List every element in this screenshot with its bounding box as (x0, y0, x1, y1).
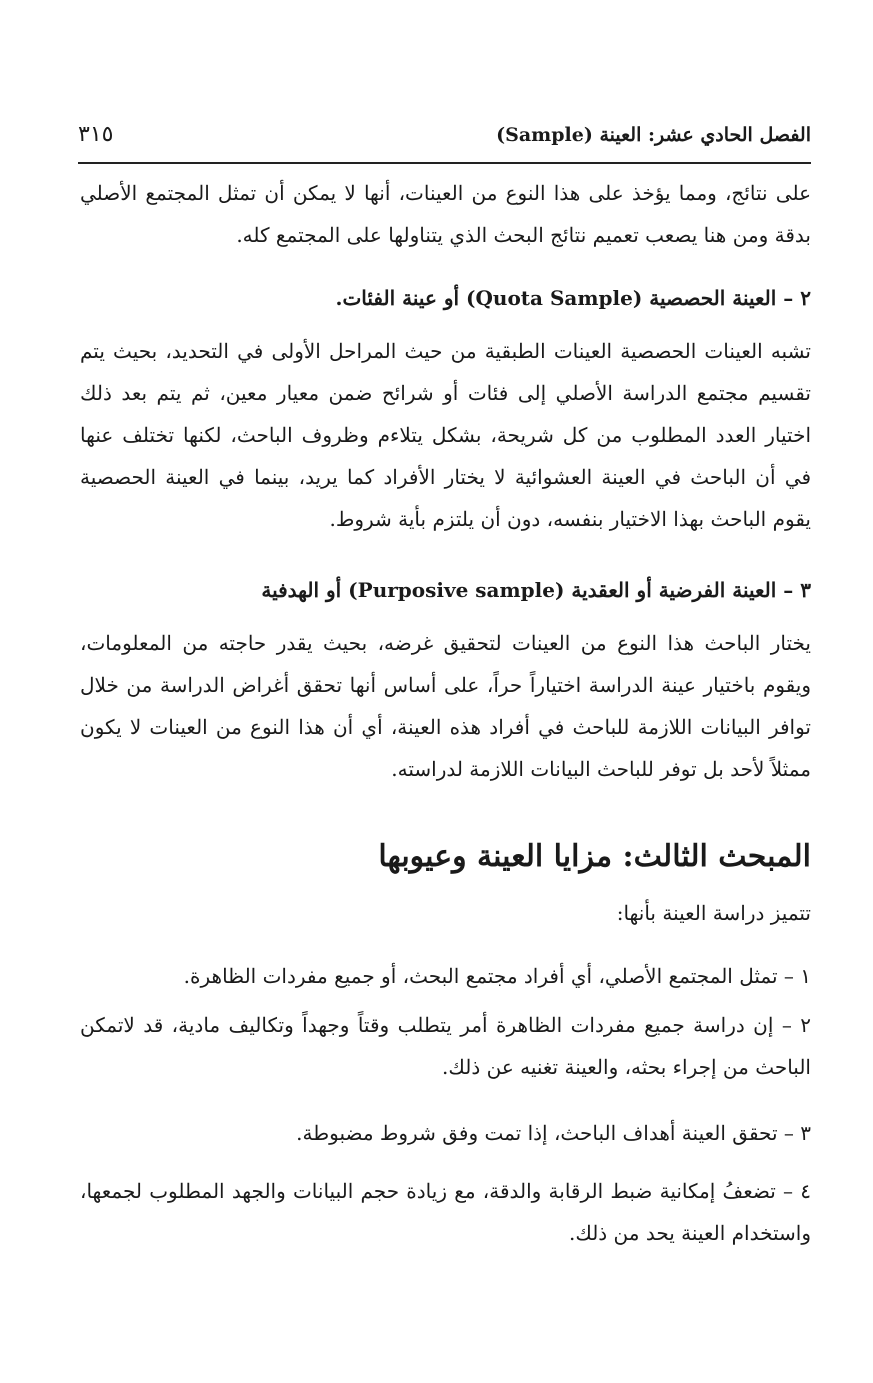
paragraph-1: على نتائج، ومما يؤخذ على هذا النوع من العينات، أنها لا يمكن أن تمثل المجتمع الأصلي بدقة ومن هنا يصعب تعميم نتائج البحث الذي يتناولها على المجتمع كله. (80, 181, 811, 247)
section-title: المبحث الثالث: مزايا العينة وعيوبها (378, 839, 811, 874)
subheading-purposive-sample: ٣ – العينة الفرضية أو العقدية (Purposive sample) أو الهدفية (261, 578, 811, 602)
running-title: الفصل الحادي عشر: العينة (Sample) (496, 124, 811, 146)
page-number: ٣١٥ (78, 122, 114, 147)
list-item-3: ٣ – تحقق العينة أهداف الباحث، إذا تمت وفق شروط مضبوطة. (296, 1121, 811, 1145)
list-item-4: ٤ – تضعفُ إمكانية ضبط الرقابة والدقة، مع زيادة حجم البيانات والجهد المطلوب لجمعها، واستخدام العينة يحد من ذلك. (80, 1179, 811, 1245)
list-item-1: ١ – تمثل المجتمع الأصلي، أي أفراد مجتمع البحث، أو جميع مفردات الظاهرة. (183, 964, 811, 988)
paragraph-2: تشبه العينات الحصصية العينات الطبقية من حيث المراحل الأولى في التحديد، بحيث يتم تقسيم مجتمع الدراسة الأصلي إلى فئات أو شرائح ضمن معيار معين، ثم يتم بعد ذلك اختيار العدد المطلوب من كل شريحة، بشكل يتلاءم وظروف الباحث، لكنها تختلف عنها في أن الباحث في العينة العشوائية لا يختار الأفراد كما يريد، بينما في العينة الحصصية يقوم الباحث بهذا الاختيار بنفسه، دون أن يلتزم بأية شروط. (80, 339, 812, 531)
list-intro: تتميز دراسة العينة بأنها: (616, 901, 811, 925)
list-item-2: ٢ – إن دراسة جميع مفردات الظاهرة أمر يتطلب وقتاً وجهداً وتكاليف مادية، قد لاتمكن الباحث من إجراء بحثه، والعينة تغنيه عن ذلك. (80, 1013, 811, 1079)
page-header (78, 120, 811, 164)
paragraph-3: يختار الباحث هذا النوع من العينات لتحقيق غرضه، بحيث يقدر حاجته من المعلومات، ويقوم باختيار عينة الدراسة اختياراً حراً، على أساس أنها تحقق أغراض الدراسة من خلال توافر البيانات اللازمة للباحث في أفراد هذه العينة، أي أن هذا النوع من العينات لا يكون ممثلاً لأحد بل توفر للباحث البيانات اللازمة لدراسته. (80, 631, 811, 781)
subheading-quota-sample: ٢ – العينة الحصصية (Quota Sample) أو عينة الفئات. (335, 286, 811, 310)
